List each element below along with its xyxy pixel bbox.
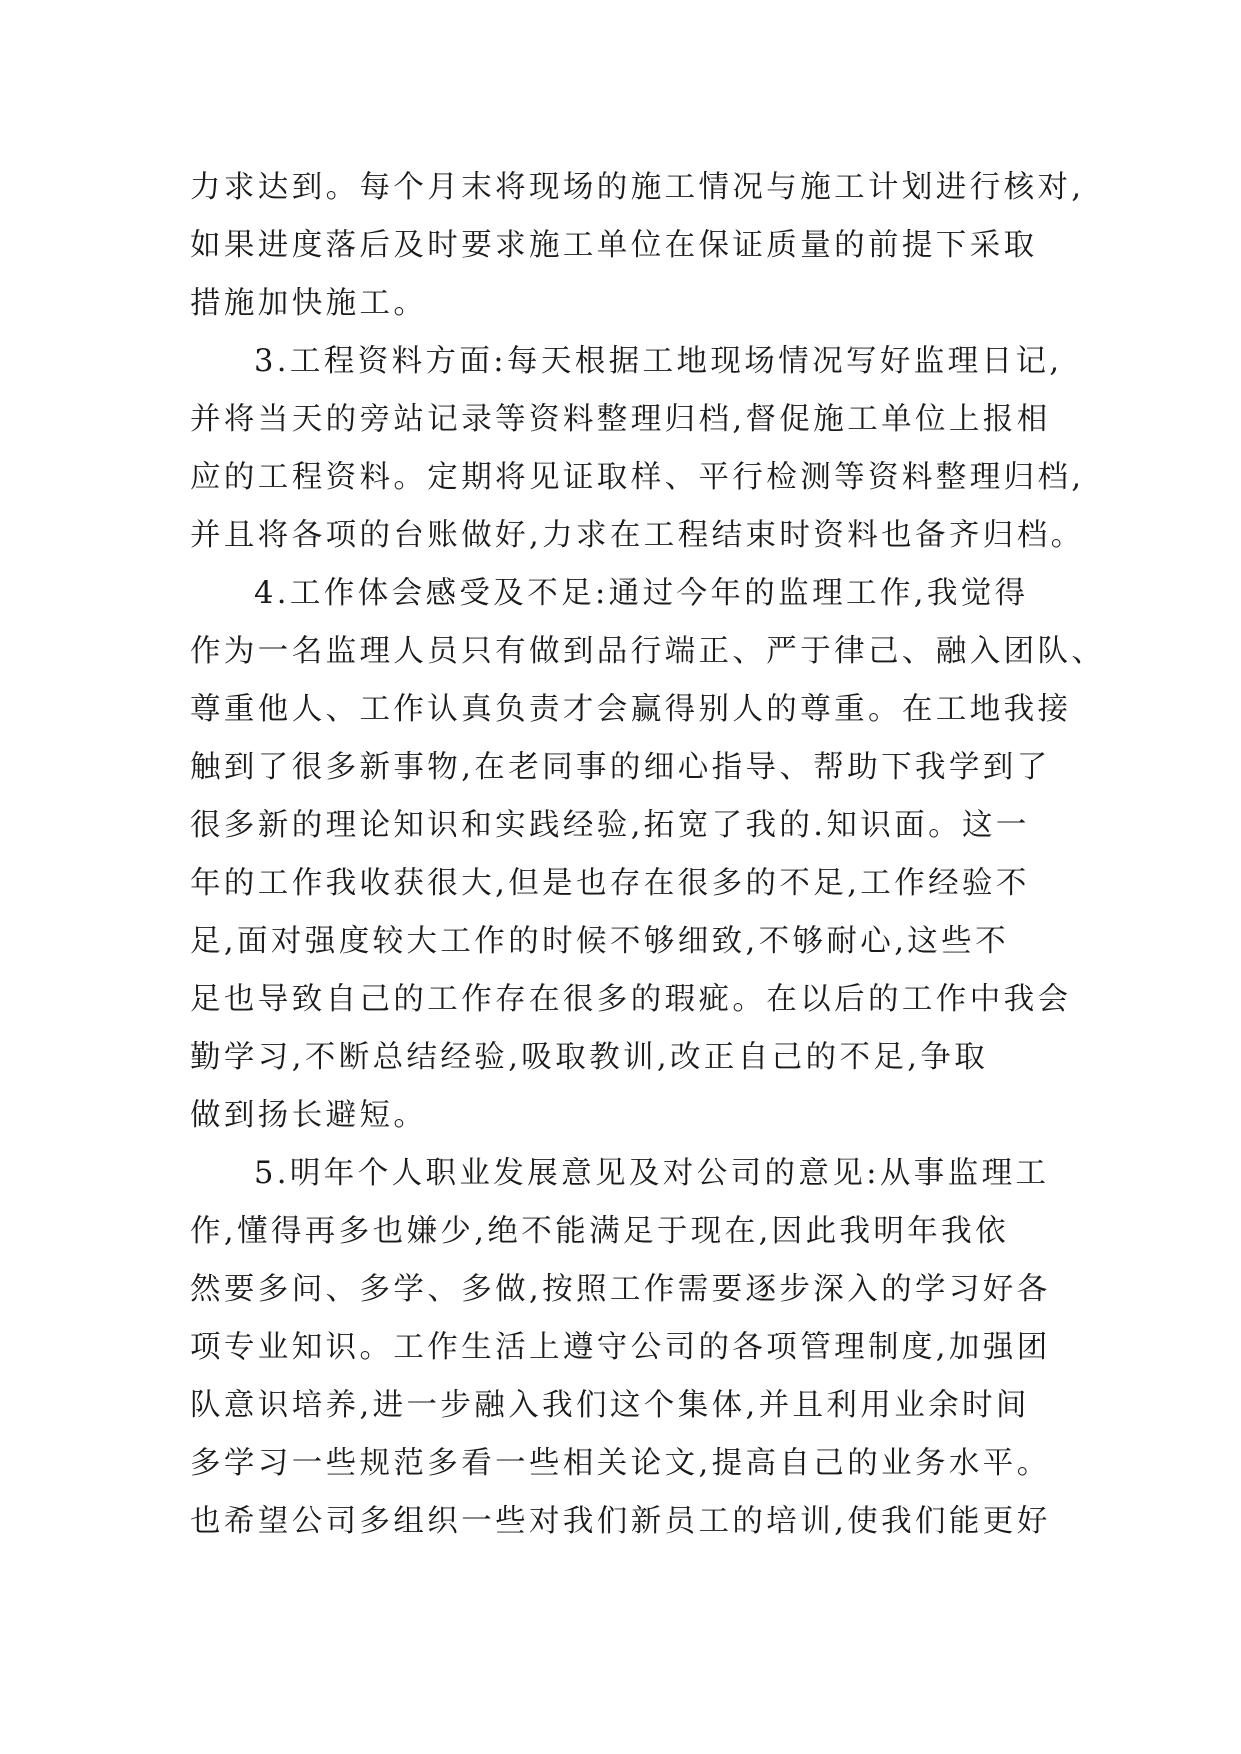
- text-line: 尊重他人、工作认真负责才会赢得别人的尊重。在工地我接: [190, 692, 1072, 727]
- text-line: 队意识培养,进一步融入我们这个集体,并且利用业余时间: [190, 1388, 1030, 1423]
- text-line: 也希望公司多组织一些对我们新员工的培训,使我们能更好: [190, 1504, 1051, 1539]
- text-line: 勤学习,不断总结经验,吸取教训,改正自己的不足,争取: [190, 1040, 989, 1075]
- text-line: 应的工程资料。定期将见证取样、平行检测等资料整理归档,: [190, 460, 1085, 495]
- text-line: 措施加快施工。: [190, 286, 428, 321]
- text-line: 作,懂得再多也嫌少,绝不能满足于现在,因此我明年我依: [190, 1214, 1009, 1249]
- text-line: 项专业知识。工作生活上遵守公司的各项管理制度,加强团: [190, 1330, 1051, 1365]
- text-line: 做到扬长避短。: [190, 1098, 428, 1133]
- text-line: 并将当天的旁站记录等资料整理归档,督促施工单位上报相: [190, 402, 1051, 437]
- paragraph-heading-3: 3.工程资料方面:每天根据工地现场情况写好监理日记,: [254, 344, 1063, 379]
- paragraph-heading-4: 4.工作体会感受及不足:通过今年的监理工作,我觉得: [254, 576, 1029, 611]
- text-line: 触到了很多新事物,在老同事的细心指导、帮助下我学到了: [190, 750, 1051, 785]
- text-line: 多学习一些规范多看一些相关论文,提高自己的业务水平。: [190, 1446, 1051, 1481]
- text-line: 如果进度落后及时要求施工单位在保证质量的前提下采取: [190, 228, 1038, 263]
- text-line: 年的工作我收获很大,但是也存在很多的不足,工作经验不: [190, 866, 1030, 901]
- text-line: 然要多问、多学、多做,按照工作需要逐步深入的学习好各: [190, 1272, 1051, 1307]
- text-line: 足,面对强度较大工作的时候不够细致,不够耐心,这些不: [190, 924, 1009, 959]
- text-line: 很多新的理论知识和实践经验,拓宽了我的.知识面。这一: [190, 808, 1030, 843]
- text-line: 力求达到。每个月末将现场的施工情况与施工计划进行核对,: [190, 170, 1085, 205]
- paragraph-heading-5: 5.明年个人职业发展意见及对公司的意见:从事监理工: [254, 1156, 1050, 1191]
- text-line: 并且将各项的台账做好,力求在工程结束时资料也备齐归档。: [190, 518, 1085, 553]
- text-line: 足也导致自己的工作存在很多的瑕疵。在以后的工作中我会: [190, 982, 1072, 1017]
- text-line: 作为一名监理人员只有做到品行端正、严于律己、融入团队、: [190, 634, 1106, 669]
